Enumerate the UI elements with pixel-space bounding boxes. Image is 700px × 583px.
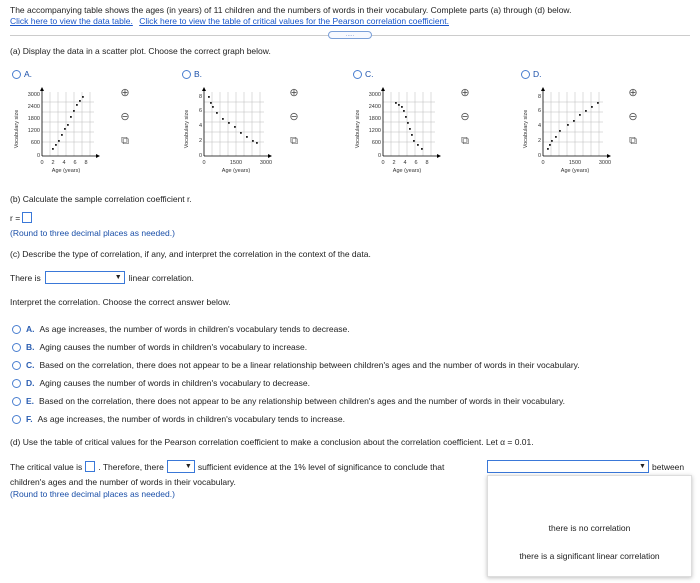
critical-label: The critical value is [10, 461, 83, 472]
zoom-in-icon[interactable]: ⊕ [460, 87, 470, 99]
option-c-radio-row[interactable] [353, 69, 374, 79]
zoom-in-icon[interactable]: ⊕ [289, 87, 299, 99]
scatter-graph-d[interactable] [523, 84, 618, 179]
dropdown-arrow-icon: ▼ [184, 463, 192, 470]
ytick: 0 [537, 153, 541, 159]
ytick: 0 [198, 153, 202, 159]
y-axis-label: Vocabulary size [523, 109, 529, 149]
option-b-radio-row[interactable] [182, 69, 202, 79]
ytick: 2400 [368, 104, 381, 110]
ytick: 8 [537, 94, 541, 100]
critical-values-link[interactable]: Click here to view the table of critical values for the Pearson correlation coefficient. [139, 16, 449, 26]
ytick: 6 [198, 108, 202, 114]
option-d-label: D. [533, 69, 542, 79]
ytick: 3000 [27, 92, 40, 98]
y-axis-label: Vocabulary size [14, 109, 20, 149]
scatter-graph-a[interactable] [14, 84, 109, 179]
round-note-b: (Round to three decimal places as needed.) [10, 228, 175, 238]
ytick: 3000 [368, 92, 381, 98]
radio-icon[interactable] [12, 361, 21, 370]
option-text: Based on the correlation, there does not appear to be a linear relationship between children's ages and the number of words in their vocabulary. [39, 360, 580, 370]
expand-toggle[interactable]: ..... [328, 31, 372, 39]
ytick: 1200 [27, 128, 40, 134]
expand-icon[interactable]: ⧉ [461, 135, 469, 147]
expand-icon[interactable]: ⧉ [290, 135, 298, 147]
radio-icon[interactable] [12, 325, 21, 334]
ytick: 1800 [368, 116, 381, 122]
interpret-option-d[interactable] [12, 378, 310, 388]
xtick: 3000 [259, 160, 273, 166]
option-d-radio-row[interactable] [521, 69, 542, 79]
correlation-type-select[interactable] [45, 271, 125, 284]
xtick: 4 [403, 160, 407, 166]
xtick: 2 [392, 160, 396, 166]
evidence-select[interactable] [167, 460, 195, 473]
xtick: 4 [62, 160, 66, 166]
ytick: 2400 [27, 104, 40, 110]
xtick: 8 [425, 160, 429, 166]
part-c-prompt: (c) Describe the type of correlation, if any, and interpret the correlation in the context of the data. [10, 249, 371, 259]
therefore-label: . Therefore, there [98, 461, 164, 472]
radio-a[interactable] [12, 70, 21, 79]
zoom-in-icon[interactable]: ⊕ [628, 87, 638, 99]
xtick: 1500 [568, 160, 582, 166]
x-axis-label: Age (years) [560, 168, 590, 174]
expand-icon[interactable]: ⧉ [121, 135, 129, 147]
part-d-prompt: (d) Use the table of critical values for the Pearson correlation coefficient to make a conclusion about the correlation coefficient. Let α = 0.01. [10, 437, 534, 447]
scatter-graph-b[interactable] [184, 84, 279, 179]
linear-label: linear correlation. [128, 272, 194, 283]
option-letter: C. [26, 360, 35, 370]
ytick: 1200 [368, 128, 381, 134]
radio-b[interactable] [182, 70, 191, 79]
interpret-prompt: Interpret the correlation. Choose the correct answer below. [10, 297, 231, 307]
xtick: 0 [541, 160, 545, 166]
radio-icon[interactable] [12, 415, 21, 424]
option-a-radio-row[interactable] [12, 69, 32, 79]
links-row [10, 16, 449, 26]
x-axis-label: Age (years) [221, 168, 251, 174]
r-answer-row [10, 212, 32, 223]
xtick: 6 [73, 160, 77, 166]
part-d-line2: children's ages and the number of words in their vocabulary. [10, 477, 236, 487]
xtick: 6 [414, 160, 418, 166]
option-text: As age increases, the number of words in children's vocabulary tends to decrease. [39, 324, 350, 334]
dropdown-arrow-icon: ▼ [114, 274, 122, 281]
zoom-in-icon[interactable]: ⊕ [120, 87, 130, 99]
ytick: 8 [198, 94, 202, 100]
r-input[interactable] [22, 212, 32, 223]
interpret-option-f[interactable] [12, 414, 345, 424]
option-text: As age increases, the number of words in children's vocabulary tends to increase. [37, 414, 345, 424]
option-letter: F. [26, 414, 33, 424]
part-a-prompt: (a) Display the data in a scatter plot. Choose the correct graph below. [10, 46, 271, 56]
data-table-link[interactable]: Click here to view the data table. [10, 16, 133, 26]
interpret-option-c[interactable] [12, 360, 580, 370]
y-axis-label: Vocabulary size [355, 109, 361, 149]
ytick: 0 [377, 153, 381, 159]
dropdown-option-no-correlation[interactable]: there is no correlation [548, 523, 631, 533]
radio-c[interactable] [353, 70, 362, 79]
correlation-type-row [10, 271, 194, 284]
ytick: 600 [30, 140, 40, 146]
option-text: Aging causes the number of words in children's vocabulary to decrease. [39, 378, 310, 388]
scatter-graph-c[interactable] [355, 84, 450, 179]
xtick: 2 [51, 160, 55, 166]
x-axis-label: Age (years) [51, 168, 81, 174]
xtick: 1500 [229, 160, 243, 166]
ytick: 0 [36, 153, 40, 159]
zoom-out-icon[interactable]: ⊖ [120, 111, 130, 123]
radio-icon[interactable] [12, 397, 21, 406]
ytick: 1800 [27, 116, 40, 122]
xtick: 8 [84, 160, 88, 166]
conclusion-dropdown-menu [487, 475, 692, 577]
radio-icon[interactable] [12, 343, 21, 352]
between-label: between [652, 462, 685, 472]
option-letter: A. [26, 324, 35, 334]
ytick: 2 [198, 138, 202, 144]
zoom-out-icon[interactable]: ⊖ [460, 111, 470, 123]
option-text: Aging causes the number of words in children's vocabulary to increase. [39, 342, 308, 352]
sufficient-label: sufficient evidence at the 1% level of significance to conclude that [197, 461, 445, 472]
radio-d[interactable] [521, 70, 530, 79]
intro-text: The accompanying table shows the ages (in years) of 11 children and the numbers of words in their vocabulary. Complete parts (a) through (d) below. [10, 5, 572, 15]
xtick: 0 [202, 160, 206, 166]
expand-icon[interactable]: ⧉ [629, 135, 637, 147]
part-b-prompt: (b) Calculate the sample correlation coefficient r. [10, 194, 192, 204]
option-letter: B. [26, 342, 35, 352]
option-b-label: B. [194, 69, 203, 79]
zoom-out-icon[interactable]: ⊖ [628, 111, 638, 123]
round-note-d: (Round to three decimal places as needed.) [10, 489, 175, 499]
option-text: Based on the correlation, there does not appear to be any relationship between children's ages and the number of words in their vocabulary. [39, 396, 565, 406]
xtick: 0 [381, 160, 385, 166]
ytick: 6 [537, 108, 541, 114]
critical-value-row [10, 460, 444, 473]
zoom-out-icon[interactable]: ⊖ [289, 111, 299, 123]
ytick: 4 [198, 123, 202, 129]
dropdown-arrow-icon: ▼ [639, 463, 646, 470]
dropdown-option-significant[interactable]: there is a significant linear correlation [519, 551, 660, 561]
option-c-label: C. [365, 69, 374, 79]
ytick: 4 [537, 123, 541, 129]
xtick: 3000 [598, 160, 612, 166]
radio-icon[interactable] [12, 379, 21, 388]
option-a-label: A. [24, 69, 33, 79]
conclusion-select[interactable] [487, 460, 649, 473]
option-letter: D. [26, 378, 35, 388]
ytick: 2 [537, 138, 541, 144]
r-label: r = [10, 212, 21, 223]
x-axis-label: Age (years) [392, 168, 422, 174]
y-axis-label: Vocabulary size [184, 109, 190, 149]
interpret-option-b[interactable] [12, 342, 307, 352]
interpret-option-a[interactable] [12, 324, 350, 334]
interpret-option-e[interactable] [12, 396, 565, 406]
ytick: 600 [371, 140, 381, 146]
critical-value-input[interactable] [85, 461, 95, 472]
xtick: 0 [40, 160, 44, 166]
there-is-label: There is [10, 272, 41, 283]
option-letter: E. [26, 396, 35, 406]
